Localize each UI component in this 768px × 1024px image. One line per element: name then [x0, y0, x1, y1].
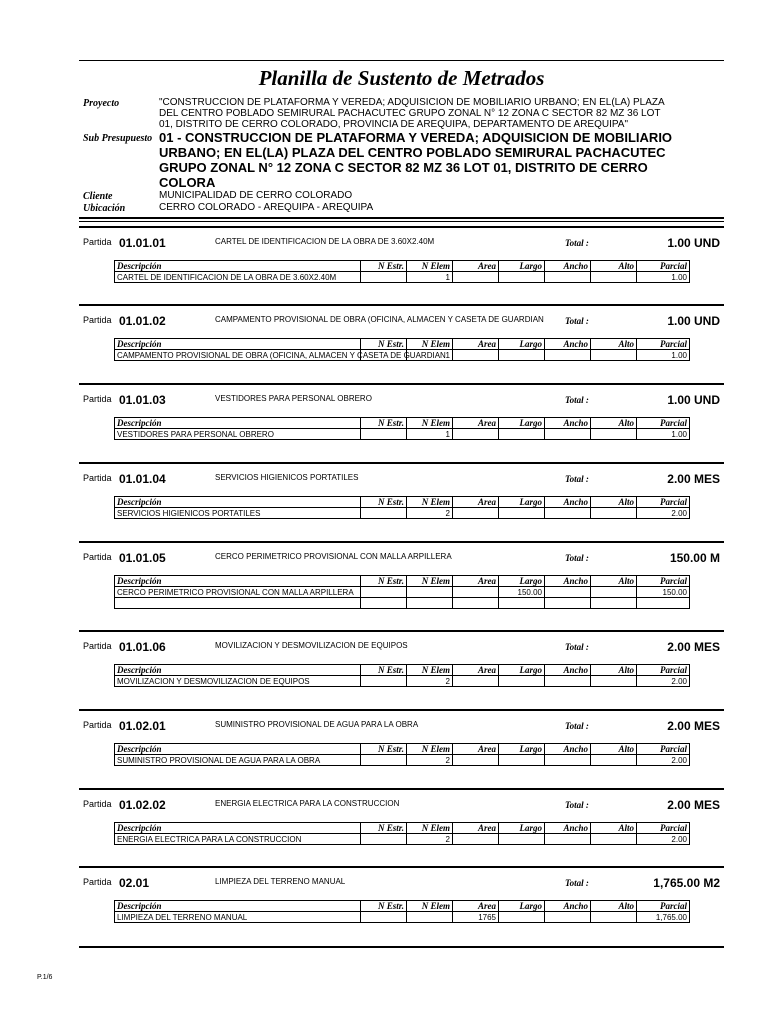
ubicacion-label: Ubicación — [83, 203, 126, 214]
column-header: N Elem — [407, 823, 453, 834]
partida-code: 01.01.02 — [119, 314, 166, 328]
table-cell: VESTIDORES PARA PERSONAL OBRERO — [115, 429, 361, 440]
column-header: N Estr. — [361, 901, 407, 912]
partida-label: Partida — [83, 394, 112, 404]
table-header-row — [115, 261, 690, 272]
column-header: Area — [453, 339, 499, 350]
partida-label: Partida — [83, 877, 112, 887]
column-header: Alto — [591, 261, 637, 272]
table-cell — [591, 834, 637, 845]
column-header: N Estr. — [361, 576, 407, 587]
table-cell — [545, 508, 591, 519]
metrado-table — [114, 664, 690, 687]
table-cell — [591, 587, 637, 598]
table-cell: 2 — [407, 508, 453, 519]
column-header: Area — [453, 823, 499, 834]
column-header: Alto — [591, 576, 637, 587]
table-row — [115, 429, 690, 440]
partida-total: 2.00 MES — [667, 798, 720, 812]
top-rule — [79, 60, 724, 61]
column-header: Parcial — [637, 901, 690, 912]
metrado-table — [114, 743, 690, 766]
table-cell — [591, 429, 637, 440]
table-cell — [499, 598, 545, 609]
table-cell — [407, 912, 453, 923]
table-header-row — [115, 339, 690, 350]
column-header: Largo — [499, 339, 545, 350]
partida-description: CARTEL DE IDENTIFICACION DE LA OBRA DE 3.60X2.40M — [215, 237, 435, 246]
table-cell — [361, 508, 407, 519]
table-row — [115, 676, 690, 687]
column-header: Ancho — [545, 823, 591, 834]
column-header: Descripción — [115, 823, 361, 834]
table-cell: 150.00 — [499, 587, 545, 598]
partida-rule — [79, 630, 724, 632]
column-header: Ancho — [545, 418, 591, 429]
partida-description: LIMPIEZA DEL TERRENO MANUAL — [215, 877, 346, 886]
column-header: Ancho — [545, 901, 591, 912]
table-cell: 2.00 — [637, 755, 690, 766]
metrado-table — [114, 575, 690, 609]
table-row — [115, 350, 690, 361]
column-header: N Elem — [407, 744, 453, 755]
table-cell: 2.00 — [637, 834, 690, 845]
table-cell: SERVICIOS HIGIENICOS PORTATILES — [115, 508, 361, 519]
partida-total: 1.00 UND — [667, 393, 720, 407]
partida-description: CERCO PERIMETRICO PROVISIONAL CON MALLA ARPILLERA — [215, 552, 452, 561]
partida-label: Partida — [83, 552, 112, 562]
column-header: Area — [453, 901, 499, 912]
total-label: Total : — [565, 316, 589, 326]
column-header: Descripción — [115, 901, 361, 912]
table-cell — [499, 755, 545, 766]
partida-description: VESTIDORES PARA PERSONAL OBRERO — [215, 394, 372, 403]
table-cell — [453, 429, 499, 440]
cliente-value: MUNICIPALIDAD DE CERRO COLORADO — [159, 190, 353, 201]
column-header: N Estr. — [361, 744, 407, 755]
partida-code: 01.01.05 — [119, 551, 166, 565]
partida-code: 01.02.02 — [119, 798, 166, 812]
table-header-row — [115, 665, 690, 676]
column-header: Parcial — [637, 665, 690, 676]
column-header: Ancho — [545, 497, 591, 508]
total-label: Total : — [565, 800, 589, 810]
partida-rule — [79, 462, 724, 464]
table-cell — [591, 350, 637, 361]
column-header: N Elem — [407, 339, 453, 350]
partida-total: 2.00 MES — [667, 640, 720, 654]
table-cell — [453, 676, 499, 687]
table-cell — [453, 350, 499, 361]
column-header: Area — [453, 576, 499, 587]
total-label: Total : — [565, 878, 589, 888]
column-header: Descripción — [115, 497, 361, 508]
table-cell: CARTEL DE IDENTIFICACION DE LA OBRA DE 3.60X2.40M — [115, 272, 361, 283]
column-header: Ancho — [545, 576, 591, 587]
column-header: Descripción — [115, 744, 361, 755]
metrado-table — [114, 822, 690, 845]
column-header: Parcial — [637, 339, 690, 350]
table-cell: 1 — [407, 350, 453, 361]
total-label: Total : — [565, 721, 589, 731]
column-header: Descripción — [115, 665, 361, 676]
column-header: Descripción — [115, 418, 361, 429]
column-header: N Elem — [407, 261, 453, 272]
page-title: Planilla de Sustento de Metrados — [258, 66, 545, 90]
column-header: N Estr. — [361, 339, 407, 350]
table-cell — [591, 755, 637, 766]
partida-description: ENERGIA ELECTRICA PARA LA CONSTRUCCION — [215, 799, 400, 808]
table-cell: CERCO PERIMETRICO PROVISIONAL CON MALLA ARPILLERA — [115, 587, 361, 598]
column-header: Largo — [499, 665, 545, 676]
partida-code: 01.02.01 — [119, 719, 166, 733]
partida-rule — [79, 788, 724, 790]
bottom-rule — [79, 946, 724, 948]
table-cell — [499, 508, 545, 519]
sub-presupuesto-value: 01 - CONSTRUCCION DE PLATAFORMA Y VEREDA; ADQUISICION DE MOBILIARIO URBANO; EN EL(LA) PLAZA DEL CENTRO POBLADO SEMIRURAL PACHACUTEC GRUPO ZONAL N° 12 ZONA C SECTOR 82 MZ 36 LOT 01, DISTRITO DE CERRO COLORA — [159, 130, 673, 190]
column-header: Largo — [499, 901, 545, 912]
column-header: Largo — [499, 418, 545, 429]
column-header: Parcial — [637, 497, 690, 508]
table-cell — [407, 598, 453, 609]
table-cell — [499, 834, 545, 845]
column-header: Area — [453, 744, 499, 755]
metrado-table — [114, 900, 690, 923]
column-header: Ancho — [545, 339, 591, 350]
column-header: Ancho — [545, 261, 591, 272]
partida-description: SUMINISTRO PROVISIONAL DE AGUA PARA LA OBRA — [215, 720, 419, 729]
table-header-row — [115, 823, 690, 834]
column-header: N Elem — [407, 576, 453, 587]
table-cell: 1 — [407, 429, 453, 440]
column-header: Ancho — [545, 665, 591, 676]
table-cell: 1765 — [453, 912, 499, 923]
column-header: Parcial — [637, 744, 690, 755]
metrado-table — [114, 338, 690, 361]
table-cell — [361, 834, 407, 845]
partida-description: MOVILIZACION Y DESMOVILIZACION DE EQUIPOS — [215, 641, 408, 650]
total-label: Total : — [565, 474, 589, 484]
table-header-row — [115, 497, 690, 508]
column-header: Largo — [499, 823, 545, 834]
partida-label: Partida — [83, 473, 112, 483]
table-cell — [591, 676, 637, 687]
column-header: N Estr. — [361, 665, 407, 676]
partida-label: Partida — [83, 799, 112, 809]
table-cell: 1.00 — [637, 350, 690, 361]
table-cell: CAMPAMENTO PROVISIONAL DE OBRA (OFICINA, ALMACEN Y CASETA DE GUARDIAN — [115, 350, 361, 361]
table-cell: LIMPIEZA DEL TERRENO MANUAL — [115, 912, 361, 923]
table-cell: 2.00 — [637, 676, 690, 687]
partida-code: 01.01.01 — [119, 236, 166, 250]
column-header: Descripción — [115, 261, 361, 272]
table-cell: ENERGIA ELECTRICA PARA LA CONSTRUCCION — [115, 834, 361, 845]
table-header-row — [115, 744, 690, 755]
table-cell — [453, 587, 499, 598]
sub-presupuesto-label: Sub Presupuesto — [83, 133, 153, 144]
table-row — [115, 912, 690, 923]
column-header: N Estr. — [361, 261, 407, 272]
column-header: Alto — [591, 339, 637, 350]
column-header: Ancho — [545, 744, 591, 755]
column-header: Parcial — [637, 576, 690, 587]
table-row — [115, 508, 690, 519]
column-header: N Elem — [407, 665, 453, 676]
table-cell: 1,765.00 — [637, 912, 690, 923]
table-cell — [453, 834, 499, 845]
column-header: N Elem — [407, 901, 453, 912]
partida-total: 150.00 M — [669, 551, 720, 565]
table-row — [115, 834, 690, 845]
table-cell — [591, 598, 637, 609]
cliente-label: Cliente — [83, 191, 113, 202]
table-cell — [545, 755, 591, 766]
partida-code: 01.01.03 — [119, 393, 166, 407]
total-label: Total : — [565, 553, 589, 563]
partida-rule — [79, 709, 724, 711]
table-cell — [115, 598, 361, 609]
table-cell — [545, 350, 591, 361]
column-header: N Elem — [407, 497, 453, 508]
table-cell — [361, 587, 407, 598]
ubicacion-value: CERRO COLORADO - AREQUIPA - AREQUIPA — [159, 202, 374, 213]
table-cell: 150.00 — [637, 587, 690, 598]
partida-total: 2.00 MES — [667, 472, 720, 486]
metrado-table — [114, 417, 690, 440]
table-cell: MOVILIZACION Y DESMOVILIZACION DE EQUIPOS — [115, 676, 361, 687]
table-cell — [361, 272, 407, 283]
table-row — [115, 587, 690, 598]
column-header: Alto — [591, 418, 637, 429]
column-header: Area — [453, 261, 499, 272]
table-cell — [545, 834, 591, 845]
table-cell — [545, 676, 591, 687]
partida-rule — [79, 541, 724, 543]
table-cell — [591, 912, 637, 923]
table-cell — [407, 587, 453, 598]
table-cell — [499, 272, 545, 283]
partida-total: 1.00 UND — [667, 314, 720, 328]
table-cell — [361, 755, 407, 766]
table-cell — [591, 272, 637, 283]
partida-rule — [79, 383, 724, 385]
table-cell — [545, 587, 591, 598]
total-label: Total : — [565, 395, 589, 405]
column-header: N Estr. — [361, 823, 407, 834]
table-cell — [453, 272, 499, 283]
table-cell — [545, 429, 591, 440]
table-cell: 2 — [407, 676, 453, 687]
partida-code: 02.01 — [119, 876, 150, 890]
partida-label: Partida — [83, 720, 112, 730]
partida-rule — [79, 866, 724, 868]
metrado-table — [114, 496, 690, 519]
column-header: Descripción — [115, 339, 361, 350]
table-cell — [499, 912, 545, 923]
table-cell — [499, 676, 545, 687]
proyecto-label: Proyecto — [83, 98, 120, 109]
table-cell — [453, 755, 499, 766]
table-row — [115, 755, 690, 766]
column-header: Parcial — [637, 418, 690, 429]
table-cell: 2 — [407, 755, 453, 766]
partida-description: CAMPAMENTO PROVISIONAL DE OBRA (OFICINA, ALMACEN Y CASETA DE GUARDIAN — [215, 315, 544, 324]
column-header: Largo — [499, 261, 545, 272]
table-cell: 2 — [407, 834, 453, 845]
partida-total: 1,765.00 M2 — [653, 876, 720, 890]
table-cell — [361, 429, 407, 440]
column-header: Descripción — [115, 576, 361, 587]
column-header: Alto — [591, 744, 637, 755]
metrado-table — [114, 260, 690, 283]
page-number: P.1/6 — [37, 974, 53, 981]
column-header: Parcial — [637, 261, 690, 272]
table-cell — [453, 598, 499, 609]
table-cell — [453, 508, 499, 519]
total-label: Total : — [565, 642, 589, 652]
table-cell — [499, 429, 545, 440]
table-header-row — [115, 901, 690, 912]
table-header-row — [115, 576, 690, 587]
partida-total: 1.00 UND — [667, 236, 720, 250]
partida-label: Partida — [83, 315, 112, 325]
table-cell — [499, 350, 545, 361]
header-rule — [79, 217, 724, 219]
column-header: Largo — [499, 497, 545, 508]
table-cell — [545, 598, 591, 609]
column-header: Alto — [591, 901, 637, 912]
table-cell: 1 — [407, 272, 453, 283]
table-cell: SUMINISTRO PROVISIONAL DE AGUA PARA LA OBRA — [115, 755, 361, 766]
column-header: N Elem — [407, 418, 453, 429]
column-header: Alto — [591, 665, 637, 676]
column-header: Largo — [499, 576, 545, 587]
proyecto-value: "CONSTRUCCION DE PLATAFORMA Y VEREDA; ADQUISICION DE MOBILIARIO URBANO; EN EL(LA) PLAZA DEL CENTRO POBLADO SEMIRURAL PACHACUTEC GRUPO ZONAL N° 12 ZONA C SECTOR 82 MZ 36 LOT 01, DISTRITO DE CERRO COLORADO, PROVINCIA DE AREQUIPA, DEPARTAMENTO DE AREQUIPA" — [159, 97, 665, 130]
table-cell — [545, 912, 591, 923]
table-row — [115, 272, 690, 283]
column-header: Parcial — [637, 823, 690, 834]
partida-label: Partida — [83, 641, 112, 651]
table-cell — [637, 598, 690, 609]
partida-rule — [79, 226, 724, 228]
column-header: Largo — [499, 744, 545, 755]
partida-code: 01.01.04 — [119, 472, 166, 486]
column-header: Area — [453, 665, 499, 676]
partida-rule — [79, 304, 724, 306]
column-header: N Estr. — [361, 497, 407, 508]
table-row — [115, 598, 690, 609]
partida-total: 2.00 MES — [667, 719, 720, 733]
column-header: Area — [453, 418, 499, 429]
table-cell — [361, 598, 407, 609]
partida-code: 01.01.06 — [119, 640, 166, 654]
partida-label: Partida — [83, 237, 112, 247]
table-cell — [591, 508, 637, 519]
table-cell — [361, 676, 407, 687]
table-cell: 1.00 — [637, 272, 690, 283]
table-cell — [361, 912, 407, 923]
total-label: Total : — [565, 238, 589, 248]
table-header-row — [115, 418, 690, 429]
column-header: Area — [453, 497, 499, 508]
column-header: Alto — [591, 497, 637, 508]
column-header: Alto — [591, 823, 637, 834]
table-cell: 2.00 — [637, 508, 690, 519]
partida-description: SERVICIOS HIGIENICOS PORTATILES — [215, 473, 359, 482]
header-rule-thin — [79, 221, 724, 222]
column-header: N Estr. — [361, 418, 407, 429]
table-cell: 1.00 — [637, 429, 690, 440]
table-cell — [545, 272, 591, 283]
